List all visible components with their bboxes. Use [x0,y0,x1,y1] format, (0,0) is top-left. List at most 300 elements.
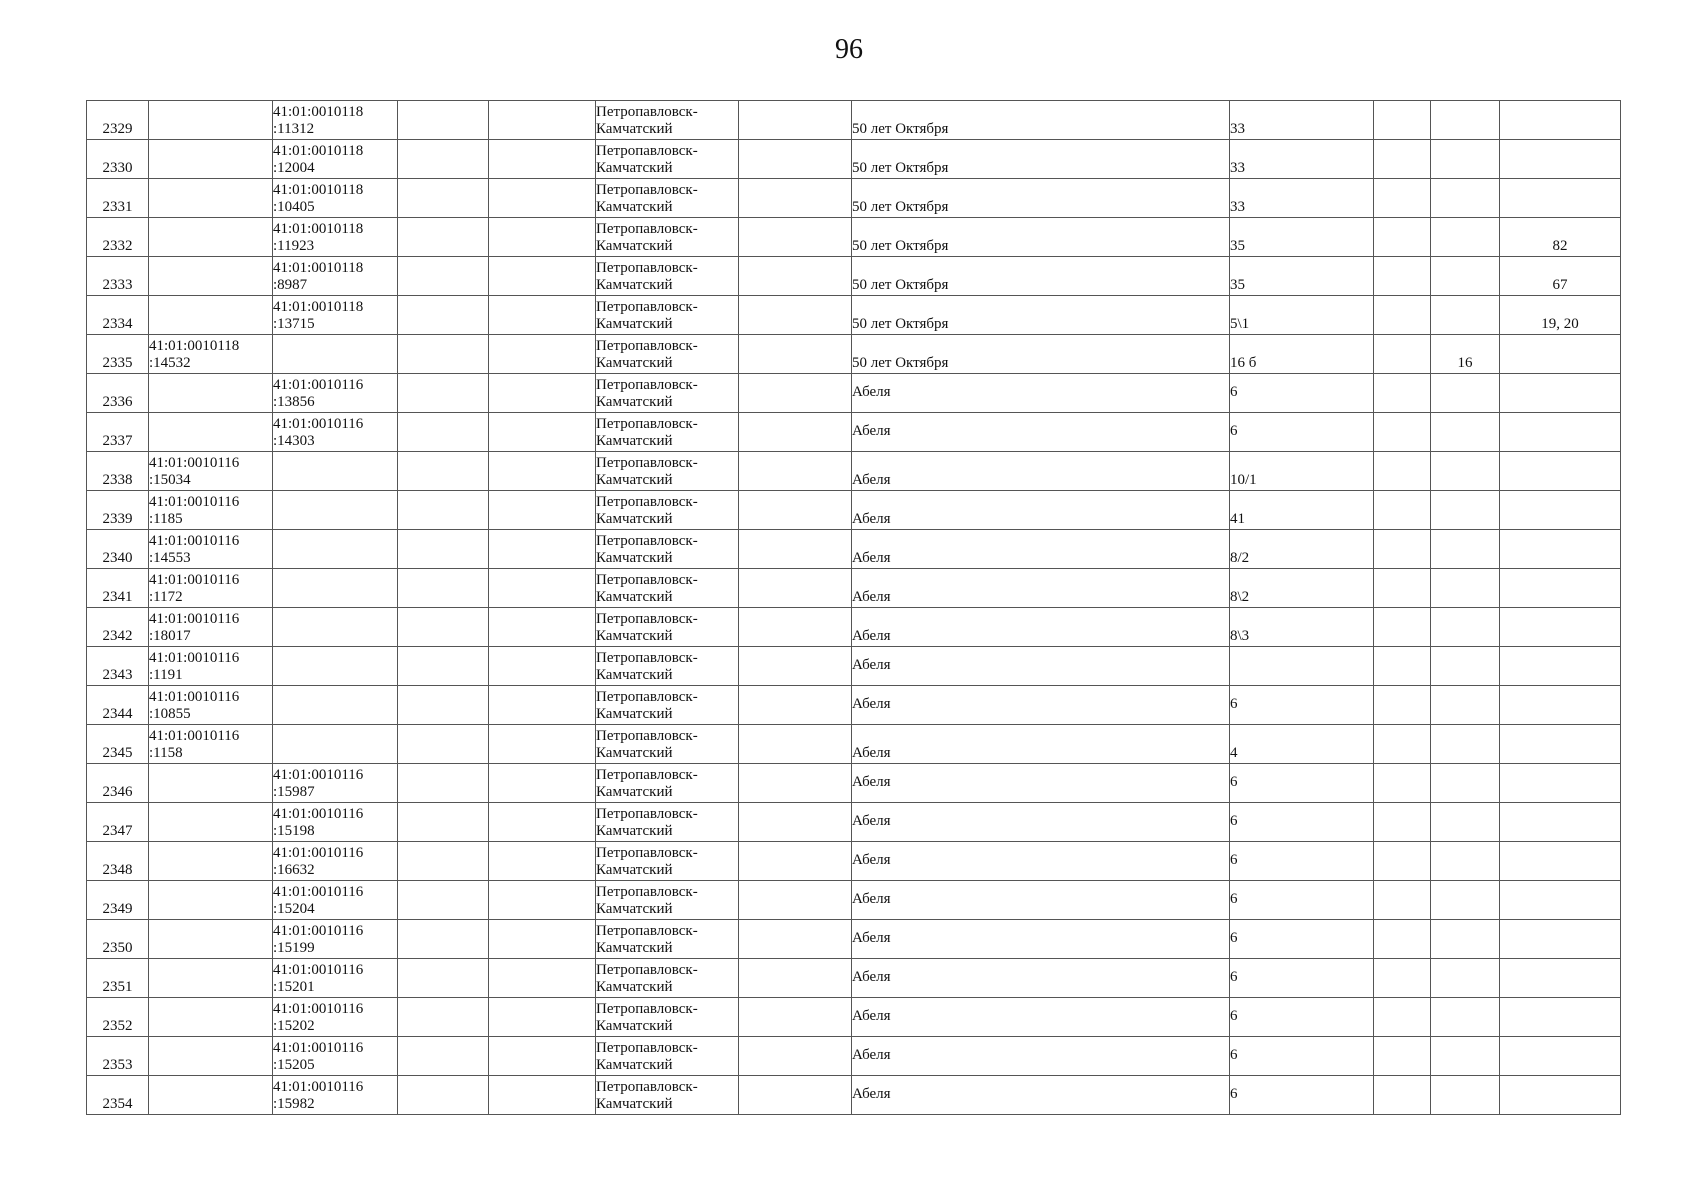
city-line-1: Петропавловск- [596,260,698,276]
cadastral-line-2: :14532 [149,355,191,371]
city-cell [596,335,739,374]
city-cell [596,686,739,725]
cadastral-line-1: 41:01:0010116 [273,416,364,432]
house-cell: 33 [1230,140,1374,179]
cadastral-number-land [149,686,273,725]
city-line-2: Камчатский [596,862,673,878]
row-number: 2332 [87,218,149,257]
cadastral-number-land [149,959,273,998]
row-number: 2335 [87,335,149,374]
apartment-cell [1500,842,1621,881]
empty-cell [489,257,596,296]
cadastral-number-building [273,335,398,374]
extra-cell-11 [1431,764,1500,803]
cadastral-line-1: 41:01:0010116 [149,494,240,510]
extra-cell-11 [1431,101,1500,140]
city-line-1: Петропавловск- [596,455,698,471]
row-number: 2346 [87,764,149,803]
empty-cell [489,881,596,920]
city-line-1: Петропавловск- [596,728,698,744]
street-cell: Абеля [852,608,1230,647]
cadastral-line-1: 41:01:0010118 [273,182,364,198]
apartment-cell [1500,803,1621,842]
city-line-2: Камчатский [596,784,673,800]
cadastral-line-2: :15199 [273,940,315,956]
table-row [87,803,1621,842]
table-row [87,218,1621,257]
extra-cell-10 [1374,218,1431,257]
empty-cell [398,842,489,881]
table-row [87,1076,1621,1115]
cadastral-number-land [149,569,273,608]
city-line-1: Петропавловск- [596,377,698,393]
empty-cell [398,803,489,842]
empty-cell [489,140,596,179]
row-number: 2338 [87,452,149,491]
extra-cell-11 [1431,374,1500,413]
empty-cell [489,686,596,725]
table-row [87,140,1621,179]
cadastral-number-land [149,530,273,569]
empty-cell [739,452,852,491]
empty-cell [739,179,852,218]
cadastral-line-1: 41:01:0010116 [273,377,364,393]
street-cell: Абеля [852,647,1230,686]
empty-cell [739,296,852,335]
cadastral-line-2: :1172 [149,589,183,605]
house-cell: 6 [1230,842,1374,881]
city-line-1: Петропавловск- [596,689,698,705]
city-line-2: Камчатский [596,511,673,527]
empty-cell [739,569,852,608]
cadastral-line-2: :13715 [273,316,315,332]
city-cell [596,101,739,140]
cadastral-number-land [149,335,273,374]
cadastral-number-building [273,959,398,998]
city-line-1: Петропавловск- [596,299,698,315]
empty-cell [489,413,596,452]
apartment-cell [1500,959,1621,998]
city-line-2: Камчатский [596,979,673,995]
cadastral-number-building [273,101,398,140]
house-cell: 6 [1230,1037,1374,1076]
empty-cell [398,881,489,920]
empty-cell [739,764,852,803]
city-line-2: Камчатский [596,316,673,332]
row-number: 2334 [87,296,149,335]
extra-cell-10 [1374,803,1431,842]
row-number: 2343 [87,647,149,686]
house-cell: 35 [1230,218,1374,257]
city-line-2: Камчатский [596,745,673,761]
table-row [87,725,1621,764]
city-line-2: Камчатский [596,940,673,956]
empty-cell [739,920,852,959]
city-line-2: Камчатский [596,550,673,566]
city-line-1: Петропавловск- [596,884,698,900]
table-row [87,569,1621,608]
row-number: 2340 [87,530,149,569]
apartment-cell [1500,413,1621,452]
city-cell [596,569,739,608]
empty-cell [398,608,489,647]
house-cell: 6 [1230,686,1374,725]
street-cell: Абеля [852,374,1230,413]
house-cell: 8/2 [1230,530,1374,569]
cadastral-number-land [149,647,273,686]
house-cell: 10/1 [1230,452,1374,491]
apartment-cell [1500,647,1621,686]
cadastral-number-building [273,764,398,803]
city-cell [596,920,739,959]
row-number: 2347 [87,803,149,842]
street-cell: Абеля [852,1076,1230,1115]
empty-cell [398,413,489,452]
table-row [87,998,1621,1037]
cadastral-line-1: 41:01:0010116 [273,884,364,900]
city-cell [596,1037,739,1076]
row-number: 2342 [87,608,149,647]
cadastral-line-2: :10855 [149,706,191,722]
street-cell: 50 лет Октября [852,296,1230,335]
city-line-1: Петропавловск- [596,104,698,120]
extra-cell-11 [1431,608,1500,647]
city-line-1: Петропавловск- [596,1001,698,1017]
table-row [87,920,1621,959]
apartment-cell [1500,920,1621,959]
apartment-cell: 67 [1500,257,1621,296]
empty-cell [739,374,852,413]
cadastral-line-1: 41:01:0010116 [273,1040,364,1056]
cadastral-line-2: :14303 [273,433,315,449]
city-line-2: Камчатский [596,1096,673,1112]
city-line-1: Петропавловск- [596,767,698,783]
empty-cell [398,140,489,179]
city-line-2: Камчатский [596,160,673,176]
row-number: 2345 [87,725,149,764]
empty-cell [489,491,596,530]
extra-cell-11 [1431,530,1500,569]
table-row [87,1037,1621,1076]
apartment-cell [1500,608,1621,647]
table-row [87,491,1621,530]
cadastral-line-1: 41:01:0010118 [149,338,240,354]
house-cell: 6 [1230,920,1374,959]
cadastral-line-1: 41:01:0010116 [273,1001,364,1017]
cadastral-line-1: 41:01:0010116 [273,962,364,978]
empty-cell [398,257,489,296]
cadastral-number-building [273,530,398,569]
empty-cell [398,920,489,959]
apartment-cell [1500,998,1621,1037]
city-cell [596,413,739,452]
street-cell: Абеля [852,803,1230,842]
apartment-cell [1500,1037,1621,1076]
empty-cell [489,101,596,140]
city-line-2: Камчатский [596,121,673,137]
table-row [87,530,1621,569]
cadastral-line-1: 41:01:0010116 [273,845,364,861]
extra-cell-10 [1374,998,1431,1037]
cadastral-line-1: 41:01:0010116 [149,455,240,471]
cadastral-number-building [273,881,398,920]
empty-cell [398,296,489,335]
empty-cell [739,101,852,140]
city-line-2: Камчатский [596,667,673,683]
table-row [87,881,1621,920]
apartment-cell [1500,179,1621,218]
house-cell: 6 [1230,803,1374,842]
cadastral-number-land [149,101,273,140]
extra-cell-10 [1374,335,1431,374]
cadastral-line-1: 41:01:0010116 [273,923,364,939]
extra-cell-11 [1431,140,1500,179]
table-row [87,764,1621,803]
empty-cell [489,725,596,764]
extra-cell-11 [1431,686,1500,725]
cadastral-line-1: 41:01:0010116 [149,728,240,744]
empty-cell [398,764,489,803]
cadastral-line-1: 41:01:0010118 [273,260,364,276]
cadastral-number-building [273,569,398,608]
extra-cell-11: 16 [1431,335,1500,374]
empty-cell [739,257,852,296]
street-cell: Абеля [852,842,1230,881]
cadastral-line-1: 41:01:0010118 [273,299,364,315]
house-cell: 6 [1230,764,1374,803]
extra-cell-11 [1431,218,1500,257]
extra-cell-10 [1374,920,1431,959]
cadastral-number-land [149,920,273,959]
extra-cell-10 [1374,569,1431,608]
house-cell: 6 [1230,374,1374,413]
empty-cell [739,1076,852,1115]
empty-cell [489,998,596,1037]
cadastral-number-building [273,218,398,257]
cadastral-number-building [273,140,398,179]
cadastral-number-land [149,413,273,452]
apartment-cell [1500,725,1621,764]
empty-cell [489,530,596,569]
cadastral-number-building [273,725,398,764]
city-cell [596,140,739,179]
street-cell: Абеля [852,686,1230,725]
city-line-1: Петропавловск- [596,143,698,159]
row-number: 2329 [87,101,149,140]
cadastral-number-land [149,764,273,803]
extra-cell-11 [1431,491,1500,530]
extra-cell-10 [1374,686,1431,725]
table-row [87,959,1621,998]
extra-cell-10 [1374,296,1431,335]
extra-cell-10 [1374,1076,1431,1115]
empty-cell [739,140,852,179]
house-cell: 6 [1230,998,1374,1037]
extra-cell-11 [1431,725,1500,764]
city-cell [596,374,739,413]
extra-cell-11 [1431,179,1500,218]
table-row [87,686,1621,725]
cadastral-number-building [273,413,398,452]
city-line-1: Петропавловск- [596,806,698,822]
cadastral-number-land [149,218,273,257]
cadastral-line-2: :12004 [273,160,315,176]
empty-cell [398,179,489,218]
street-cell: Абеля [852,530,1230,569]
row-number: 2339 [87,491,149,530]
cadastral-number-building [273,920,398,959]
street-cell: 50 лет Октября [852,140,1230,179]
apartment-cell [1500,881,1621,920]
street-cell: 50 лет Октября [852,335,1230,374]
cadastral-line-2: :11923 [273,238,315,254]
city-cell [596,842,739,881]
cadastral-line-2: :1191 [149,667,183,683]
extra-cell-11 [1431,998,1500,1037]
street-cell: Абеля [852,959,1230,998]
extra-cell-10 [1374,374,1431,413]
city-line-2: Камчатский [596,706,673,722]
city-line-1: Петропавловск- [596,845,698,861]
cadastral-line-1: 41:01:0010116 [149,650,240,666]
empty-cell [489,296,596,335]
city-line-1: Петропавловск- [596,1040,698,1056]
cadastral-number-building [273,491,398,530]
cadastral-number-land [149,296,273,335]
apartment-cell [1500,140,1621,179]
cadastral-number-land [149,140,273,179]
street-cell: Абеля [852,881,1230,920]
extra-cell-10 [1374,881,1431,920]
extra-cell-11 [1431,959,1500,998]
street-cell: Абеля [852,920,1230,959]
empty-cell [398,530,489,569]
empty-cell [739,686,852,725]
empty-cell [489,1076,596,1115]
cadastral-number-land [149,1037,273,1076]
house-cell: 6 [1230,413,1374,452]
house-cell: 6 [1230,959,1374,998]
empty-cell [398,335,489,374]
cadastral-line-2: :15205 [273,1057,315,1073]
cadastral-number-land [149,452,273,491]
apartment-cell [1500,530,1621,569]
city-cell [596,1076,739,1115]
row-number: 2349 [87,881,149,920]
city-cell [596,803,739,842]
city-line-2: Камчатский [596,199,673,215]
row-number: 2351 [87,959,149,998]
city-cell [596,608,739,647]
cadastral-number-land [149,725,273,764]
extra-cell-10 [1374,491,1431,530]
extra-cell-10 [1374,959,1431,998]
cadastral-line-2: :15202 [273,1018,315,1034]
extra-cell-10 [1374,257,1431,296]
street-cell: Абеля [852,569,1230,608]
cadastral-number-building [273,179,398,218]
extra-cell-11 [1431,452,1500,491]
extra-cell-10 [1374,608,1431,647]
cadastral-number-building [273,686,398,725]
empty-cell [739,803,852,842]
cadastral-line-2: :15987 [273,784,315,800]
empty-cell [398,491,489,530]
extra-cell-11 [1431,647,1500,686]
row-number: 2344 [87,686,149,725]
empty-cell [489,335,596,374]
extra-cell-11 [1431,881,1500,920]
empty-cell [398,959,489,998]
house-cell: 5\1 [1230,296,1374,335]
extra-cell-10 [1374,647,1431,686]
street-cell: 50 лет Октября [852,179,1230,218]
registry-body [87,101,1621,1115]
table-row [87,452,1621,491]
cadastral-line-2: :15034 [149,472,191,488]
empty-cell [489,452,596,491]
cadastral-number-building [273,1037,398,1076]
table-row [87,608,1621,647]
cadastral-line-2: :8987 [273,277,308,293]
house-cell: 16 б [1230,335,1374,374]
empty-cell [739,608,852,647]
extra-cell-11 [1431,842,1500,881]
table-row [87,101,1621,140]
extra-cell-10 [1374,179,1431,218]
row-number: 2333 [87,257,149,296]
row-number: 2341 [87,569,149,608]
apartment-cell [1500,1076,1621,1115]
street-cell: 50 лет Октября [852,218,1230,257]
house-cell: 4 [1230,725,1374,764]
city-line-2: Камчатский [596,1057,673,1073]
empty-cell [739,1037,852,1076]
city-line-1: Петропавловск- [596,572,698,588]
empty-cell [398,218,489,257]
house-cell [1230,647,1374,686]
city-line-1: Петропавловск- [596,611,698,627]
empty-cell [489,179,596,218]
row-number: 2331 [87,179,149,218]
apartment-cell [1500,374,1621,413]
empty-cell [398,686,489,725]
table-row [87,374,1621,413]
house-cell: 41 [1230,491,1374,530]
cadastral-line-2: :11312 [273,121,315,137]
empty-cell [739,530,852,569]
row-number: 2352 [87,998,149,1037]
cadastral-line-2: :15201 [273,979,315,995]
city-line-2: Камчатский [596,355,673,371]
empty-cell [398,101,489,140]
city-line-2: Камчатский [596,277,673,293]
empty-cell [739,725,852,764]
city-line-2: Камчатский [596,472,673,488]
table-row [87,413,1621,452]
empty-cell [739,881,852,920]
street-cell: 50 лет Октября [852,257,1230,296]
cadastral-line-1: 41:01:0010116 [273,806,364,822]
extra-cell-10 [1374,725,1431,764]
empty-cell [398,647,489,686]
city-cell [596,491,739,530]
empty-cell [489,374,596,413]
extra-cell-11 [1431,569,1500,608]
extra-cell-11 [1431,413,1500,452]
empty-cell [489,608,596,647]
extra-cell-10 [1374,530,1431,569]
